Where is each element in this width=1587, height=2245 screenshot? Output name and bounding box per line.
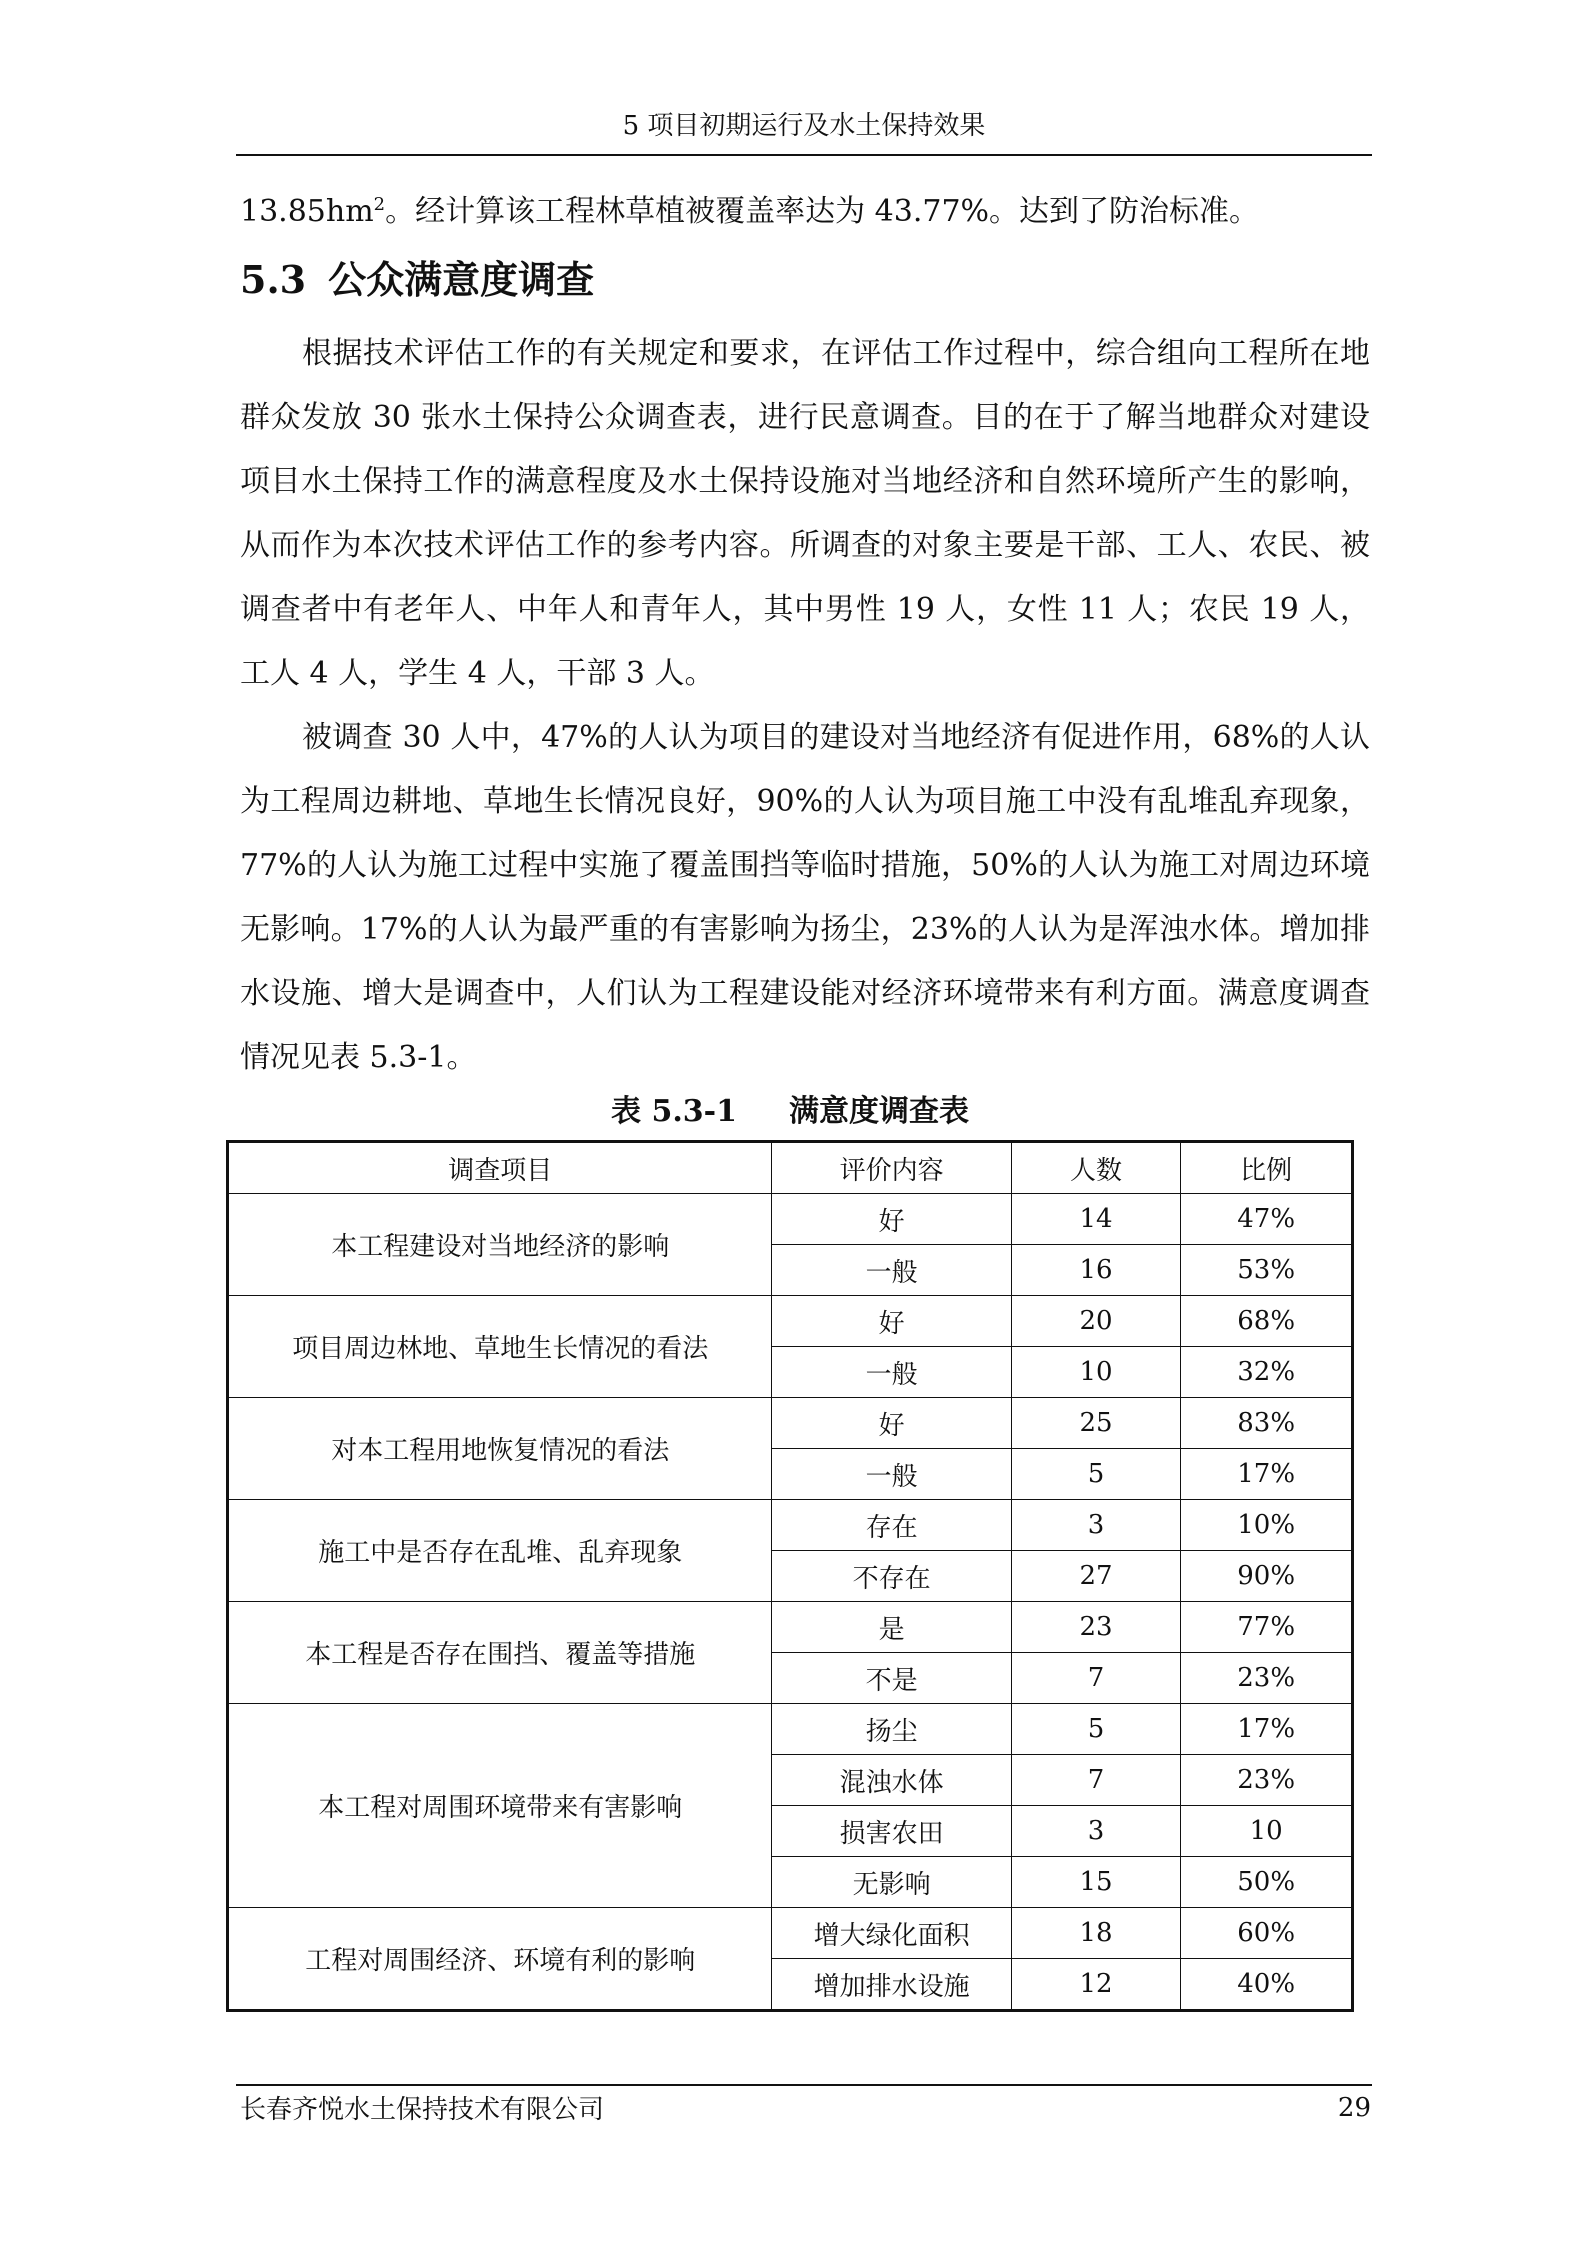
respondent-count: 3 [1011, 1806, 1181, 1857]
respondent-count: 15 [1011, 1857, 1181, 1908]
survey-item: 本工程对周围环境带来有害影响 [228, 1704, 772, 1908]
evaluation-content: 一般 [772, 1347, 1011, 1398]
survey-item: 对本工程用地恢复情况的看法 [228, 1398, 772, 1500]
respondent-count: 12 [1011, 1959, 1181, 2011]
response-ratio: 10 [1181, 1806, 1353, 1857]
response-ratio: 47% [1181, 1194, 1353, 1245]
running-header: 5 项目初期运行及水土保持效果 [622, 111, 986, 141]
evaluation-content: 一般 [772, 1449, 1011, 1500]
table-caption-number: 表 5.3-1 [611, 1094, 737, 1129]
respondent-count: 5 [1011, 1704, 1181, 1755]
table-row [228, 1296, 1353, 1347]
table-row [228, 1500, 1353, 1551]
header-item: 调查项目 [228, 1142, 772, 1194]
header-count: 人数 [1011, 1142, 1181, 1194]
survey-item: 本工程建设对当地经济的影响 [228, 1194, 772, 1296]
respondent-count: 25 [1011, 1398, 1181, 1449]
footer-rule [236, 2084, 1372, 2086]
section-number: 5.3 [240, 257, 307, 302]
respondent-count: 18 [1011, 1908, 1181, 1959]
respondent-count: 5 [1011, 1449, 1181, 1500]
response-ratio: 17% [1181, 1449, 1353, 1500]
header-rule [236, 154, 1372, 156]
coverage-area: 13.85hm [240, 194, 374, 229]
respondent-count: 3 [1011, 1500, 1181, 1551]
satisfaction-table [226, 1140, 1354, 2012]
survey-item: 施工中是否存在乱堆、乱弃现象 [228, 1500, 772, 1602]
header-content: 评价内容 [772, 1142, 1011, 1194]
table-caption-title: 满意度调查表 [788, 1094, 969, 1129]
respondent-count: 7 [1011, 1755, 1181, 1806]
respondent-count: 20 [1011, 1296, 1181, 1347]
evaluation-content: 增加排水设施 [772, 1959, 1011, 2011]
evaluation-content: 扬尘 [772, 1704, 1011, 1755]
coverage-text: 。经计算该工程林草植被覆盖率达为 43.77%。达到了防治标准。 [385, 194, 1260, 229]
response-ratio: 83% [1181, 1398, 1353, 1449]
section-heading [240, 250, 594, 310]
section-title: 公众满意度调查 [328, 257, 595, 302]
survey-item: 本工程是否存在围挡、覆盖等措施 [228, 1602, 772, 1704]
response-ratio: 77% [1181, 1602, 1353, 1653]
respondent-count: 14 [1011, 1194, 1181, 1245]
evaluation-content: 好 [772, 1296, 1011, 1347]
response-ratio: 23% [1181, 1653, 1353, 1704]
header-ratio: 比例 [1181, 1142, 1353, 1194]
response-ratio: 17% [1181, 1704, 1353, 1755]
evaluation-content: 不是 [772, 1653, 1011, 1704]
response-ratio: 53% [1181, 1245, 1353, 1296]
table-row [228, 1908, 1353, 1959]
paragraph-coverage [240, 180, 1370, 244]
respondent-count: 7 [1011, 1653, 1181, 1704]
respondent-count: 27 [1011, 1551, 1181, 1602]
respondent-count: 23 [1011, 1602, 1181, 1653]
evaluation-content: 无影响 [772, 1857, 1011, 1908]
table-row [228, 1602, 1353, 1653]
evaluation-content: 一般 [772, 1245, 1011, 1296]
response-ratio: 90% [1181, 1551, 1353, 1602]
footer-company: 长春齐悦水土保持技术有限公司 [240, 2095, 605, 2125]
table-caption [226, 1086, 1354, 1138]
respondent-count: 16 [1011, 1245, 1181, 1296]
paragraph-survey-method: 根据技术评估工作的有关规定和要求，在评估工作过程中，综合组向工程所在地群众发放 30 张水土保持公众调查表，进行民意调查。目的在于了解当地群众对建设项目水土保持工作的满意程度及水土保持设施对当地经济和自然环境所产生的影响，从而作为本次技术评估工作的参考内容。所调查的对象主要是干部、工人、农民、被调查者中有老年人、中年人和青年人，其中男性 19 人，女性 11 人；农民 19 人，工人 4 人，学生 4 人，干部 3 人。 [240, 336, 1370, 691]
survey-item: 项目周边林地、草地生长情况的看法 [228, 1296, 772, 1398]
response-ratio: 10% [1181, 1500, 1353, 1551]
table-row [228, 1398, 1353, 1449]
response-ratio: 68% [1181, 1296, 1353, 1347]
table-row [228, 1194, 1353, 1245]
evaluation-content: 增大绿化面积 [772, 1908, 1011, 1959]
evaluation-content: 混浊水体 [772, 1755, 1011, 1806]
response-ratio: 50% [1181, 1857, 1353, 1908]
evaluation-content: 损害农田 [772, 1806, 1011, 1857]
respondent-count: 10 [1011, 1347, 1181, 1398]
evaluation-content: 好 [772, 1398, 1011, 1449]
evaluation-content: 存在 [772, 1500, 1011, 1551]
table-header-row [228, 1142, 1353, 1194]
paragraph-survey-results: 被调查 30 人中，47%的人认为项目的建设对当地经济有促进作用，68%的人认为工程周边耕地、草地生长情况良好，90%的人认为项目施工中没有乱堆乱弃现象，77%的人认为施工过程中实施了覆盖围挡等临时措施，50%的人认为施工对周边环境无影响。17%的人认为最严重的有害影响为扬尘，23%的人认为是浑浊水体。增加排水设施、增大是调查中，人们认为工程建设能对经济环境带来有利方面。满意度调查情况见表 5.3-1。 [240, 720, 1370, 1075]
area-unit-superscript: 2 [373, 194, 386, 215]
table-row [228, 1704, 1353, 1755]
page-number: 29 [1337, 2093, 1371, 2123]
evaluation-content: 不存在 [772, 1551, 1011, 1602]
survey-item: 工程对周围经济、环境有利的影响 [228, 1908, 772, 2011]
response-ratio: 60% [1181, 1908, 1353, 1959]
evaluation-content: 好 [772, 1194, 1011, 1245]
response-ratio: 32% [1181, 1347, 1353, 1398]
response-ratio: 23% [1181, 1755, 1353, 1806]
evaluation-content: 是 [772, 1602, 1011, 1653]
response-ratio: 40% [1181, 1959, 1353, 2011]
